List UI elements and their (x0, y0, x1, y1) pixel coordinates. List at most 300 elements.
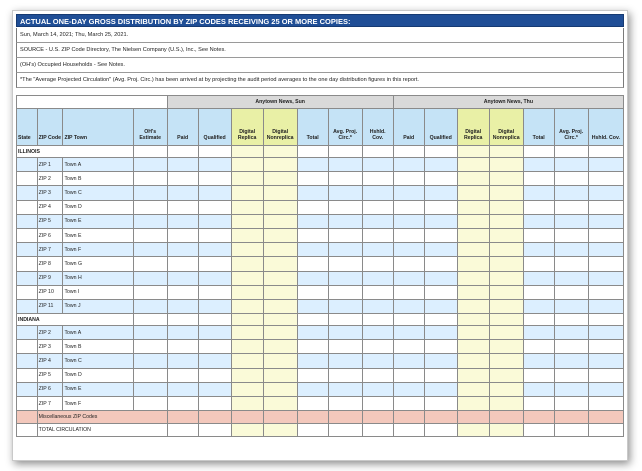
value-cell (588, 340, 623, 354)
column-header-sun-avg_proj: Avg. Proj. Circ.* (328, 109, 362, 146)
value-cell (167, 146, 198, 158)
value-cell (424, 368, 457, 382)
value-cell (393, 326, 424, 340)
value-cell (198, 146, 231, 158)
value-cell (393, 424, 424, 437)
value-cell (167, 411, 198, 424)
value-cell (489, 214, 523, 228)
report-sheet (12, 10, 628, 461)
value-cell (457, 411, 489, 424)
table-row (17, 271, 624, 285)
report-households-note: (OH's) Occupied Households - See Notes. (16, 58, 624, 73)
column-header-state: State (17, 109, 38, 146)
value-cell (457, 354, 489, 368)
column-header-thu-digital_replica: Digital Replica (457, 109, 489, 146)
oh-estimate-cell (133, 158, 167, 172)
zip-town-cell: Town J (63, 299, 133, 313)
value-cell (588, 186, 623, 200)
zip-code-cell: ZIP 8 (37, 257, 63, 271)
table-row (17, 397, 624, 411)
value-cell (198, 257, 231, 271)
value-cell (362, 172, 393, 186)
value-cell (167, 214, 198, 228)
value-cell (362, 285, 393, 299)
zip-town-cell: Town C (63, 354, 133, 368)
column-header-thu-total: Total (523, 109, 554, 146)
value-cell (167, 271, 198, 285)
value-cell (362, 299, 393, 313)
state-cell (17, 411, 38, 424)
value-cell (328, 368, 362, 382)
distribution-table (16, 95, 624, 437)
value-cell (198, 299, 231, 313)
value-cell (393, 397, 424, 411)
value-cell (231, 186, 263, 200)
value-cell (424, 186, 457, 200)
report-circulation-note: *The "Average Projected Circulation" (Avg. Proj. Circ.) has been arrived at by projecting the audit period averages to the one day distribution figures in this report. (16, 73, 624, 88)
value-cell (457, 228, 489, 242)
value-cell (588, 368, 623, 382)
value-cell (424, 424, 457, 437)
value-cell (588, 424, 623, 437)
oh-estimate-cell (133, 228, 167, 242)
zip-town-cell: Town E (63, 228, 133, 242)
value-cell (263, 200, 297, 214)
value-cell (198, 368, 231, 382)
value-cell (263, 299, 297, 313)
value-cell (297, 354, 328, 368)
value-cell (424, 257, 457, 271)
value-cell (231, 228, 263, 242)
value-cell (231, 397, 263, 411)
value-cell (328, 214, 362, 228)
value-cell (362, 200, 393, 214)
value-cell (424, 326, 457, 340)
column-header-thu-avg_proj: Avg. Proj. Circ.* (554, 109, 588, 146)
value-cell (297, 257, 328, 271)
table-row (17, 228, 624, 242)
value-cell (489, 314, 523, 326)
value-cell (588, 299, 623, 313)
value-cell (554, 186, 588, 200)
value-cell (424, 382, 457, 396)
value-cell (457, 271, 489, 285)
value-cell (167, 326, 198, 340)
value-cell (167, 228, 198, 242)
table-row (17, 368, 624, 382)
value-cell (362, 314, 393, 326)
value-cell (231, 200, 263, 214)
value-cell (263, 354, 297, 368)
column-header-thu-digital_nonreplica: Digital Nonreplica (489, 109, 523, 146)
value-cell (588, 243, 623, 257)
state-cell (17, 186, 38, 200)
value-cell (554, 271, 588, 285)
value-cell (167, 368, 198, 382)
value-cell (489, 271, 523, 285)
value-cell (393, 146, 424, 158)
value-cell (297, 172, 328, 186)
value-cell (393, 299, 424, 313)
value-cell (588, 271, 623, 285)
value-cell (424, 271, 457, 285)
value-cell (393, 382, 424, 396)
value-cell (457, 314, 489, 326)
value-cell (523, 326, 554, 340)
value-cell (297, 228, 328, 242)
zip-town-cell: Town G (63, 257, 133, 271)
table-row (17, 172, 624, 186)
value-cell (231, 299, 263, 313)
zip-code-cell: ZIP 9 (37, 271, 63, 285)
value-cell (489, 368, 523, 382)
value-cell (489, 172, 523, 186)
table-row (17, 299, 624, 313)
value-cell (489, 146, 523, 158)
value-cell (362, 186, 393, 200)
value-cell (393, 228, 424, 242)
value-cell (523, 243, 554, 257)
value-cell (362, 411, 393, 424)
value-cell (457, 424, 489, 437)
value-cell (198, 397, 231, 411)
value-cell (489, 200, 523, 214)
value-cell (328, 354, 362, 368)
value-cell (424, 243, 457, 257)
value-cell (523, 354, 554, 368)
value-cell (297, 158, 328, 172)
oh-estimate-cell (133, 214, 167, 228)
value-cell (297, 243, 328, 257)
value-cell (523, 146, 554, 158)
column-header-sun-total: Total (297, 109, 328, 146)
value-cell (457, 200, 489, 214)
value-cell (393, 354, 424, 368)
zip-town-cell: Town E (63, 382, 133, 396)
value-cell (554, 146, 588, 158)
value-cell (198, 243, 231, 257)
value-cell (198, 424, 231, 437)
value-cell (231, 424, 263, 437)
value-cell (198, 411, 231, 424)
value-cell (457, 257, 489, 271)
value-cell (231, 243, 263, 257)
value-cell (198, 200, 231, 214)
value-cell (489, 411, 523, 424)
state-cell (17, 299, 38, 313)
value-cell (457, 397, 489, 411)
value-cell (198, 285, 231, 299)
value-cell (523, 340, 554, 354)
value-cell (328, 158, 362, 172)
zip-code-cell: ZIP 7 (37, 243, 63, 257)
table-row (17, 354, 624, 368)
value-cell (489, 257, 523, 271)
oh-estimate-cell (133, 368, 167, 382)
value-cell (198, 158, 231, 172)
column-header-sun-digital_replica: Digital Replica (231, 109, 263, 146)
value-cell (231, 340, 263, 354)
state-cell (17, 368, 38, 382)
value-cell (231, 146, 263, 158)
value-cell (297, 314, 328, 326)
value-cell (393, 158, 424, 172)
value-cell (231, 285, 263, 299)
value-cell (457, 382, 489, 396)
value-cell (362, 340, 393, 354)
value-cell (588, 397, 623, 411)
value-cell (167, 200, 198, 214)
value-cell (523, 299, 554, 313)
value-cell (198, 186, 231, 200)
value-cell (489, 285, 523, 299)
value-cell (328, 382, 362, 396)
value-cell (393, 340, 424, 354)
report-title: ACTUAL ONE-DAY GROSS DISTRIBUTION BY ZIP CODES RECEIVING 25 OR MORE COPIES: (16, 14, 624, 27)
group-header-sun: Anytown News, Sun (167, 96, 393, 109)
value-cell (297, 285, 328, 299)
zip-code-cell: ZIP 4 (37, 200, 63, 214)
value-cell (263, 214, 297, 228)
report-dates: Sun, March 14, 2021; Thu, March 25, 2021. (16, 28, 624, 43)
value-cell (523, 214, 554, 228)
value-cell (362, 424, 393, 437)
zip-code-cell: ZIP 5 (37, 368, 63, 382)
zip-town-cell: Town I (63, 285, 133, 299)
value-cell (393, 271, 424, 285)
value-cell (424, 200, 457, 214)
value-cell (263, 368, 297, 382)
value-cell (424, 314, 457, 326)
zip-code-cell: ZIP 7 (37, 397, 63, 411)
value-cell (588, 214, 623, 228)
state-cell (17, 228, 38, 242)
zip-town-cell: Town B (63, 340, 133, 354)
value-cell (424, 172, 457, 186)
column-header-row (17, 109, 624, 146)
table-row (17, 186, 624, 200)
value-cell (588, 228, 623, 242)
value-cell (328, 200, 362, 214)
value-cell (424, 411, 457, 424)
value-cell (588, 382, 623, 396)
value-cell (328, 411, 362, 424)
column-header-thu-paid: Paid (393, 109, 424, 146)
value-cell (362, 228, 393, 242)
oh-estimate-cell (133, 340, 167, 354)
value-cell (554, 228, 588, 242)
oh-estimate-cell (133, 285, 167, 299)
value-cell (133, 314, 167, 326)
value-cell (231, 158, 263, 172)
oh-estimate-cell (133, 172, 167, 186)
value-cell (297, 214, 328, 228)
value-cell (393, 186, 424, 200)
column-header-sun-qualified: Qualified (198, 109, 231, 146)
value-cell (489, 243, 523, 257)
value-cell (167, 257, 198, 271)
value-cell (231, 411, 263, 424)
value-cell (328, 314, 362, 326)
value-cell (457, 146, 489, 158)
value-cell (523, 368, 554, 382)
state-row (17, 146, 624, 158)
value-cell (362, 382, 393, 396)
table-row (17, 382, 624, 396)
value-cell (489, 397, 523, 411)
value-cell (588, 411, 623, 424)
value-cell (198, 314, 231, 326)
value-cell (297, 200, 328, 214)
misc-zip-label: Miscellaneous ZIP Codes (37, 411, 167, 424)
oh-estimate-cell (133, 326, 167, 340)
zip-code-cell: ZIP 2 (37, 172, 63, 186)
value-cell (231, 172, 263, 186)
value-cell (554, 326, 588, 340)
value-cell (167, 243, 198, 257)
state-cell (17, 200, 38, 214)
value-cell (393, 243, 424, 257)
value-cell (167, 397, 198, 411)
value-cell (523, 228, 554, 242)
value-cell (198, 354, 231, 368)
value-cell (554, 314, 588, 326)
value-cell (554, 243, 588, 257)
value-cell (424, 146, 457, 158)
state-cell (17, 214, 38, 228)
value-cell (231, 314, 263, 326)
zip-town-cell: Town F (63, 243, 133, 257)
value-cell (198, 214, 231, 228)
value-cell (263, 411, 297, 424)
value-cell (362, 368, 393, 382)
value-cell (457, 186, 489, 200)
value-cell (554, 340, 588, 354)
value-cell (297, 299, 328, 313)
value-cell (457, 172, 489, 186)
value-cell (362, 397, 393, 411)
oh-estimate-cell (133, 186, 167, 200)
value-cell (263, 271, 297, 285)
value-cell (489, 186, 523, 200)
value-cell (328, 397, 362, 411)
column-header-sun-hshld: Hshld. Cov. (362, 109, 393, 146)
value-cell (167, 299, 198, 313)
zip-town-cell: Town C (63, 186, 133, 200)
value-cell (424, 397, 457, 411)
value-cell (263, 158, 297, 172)
value-cell (554, 368, 588, 382)
value-cell (198, 326, 231, 340)
oh-estimate-cell (133, 243, 167, 257)
zip-code-cell: ZIP 3 (37, 186, 63, 200)
value-cell (263, 424, 297, 437)
oh-estimate-cell (133, 354, 167, 368)
value-cell (523, 382, 554, 396)
state-cell (17, 271, 38, 285)
value-cell (588, 326, 623, 340)
zip-code-cell: ZIP 2 (37, 326, 63, 340)
value-cell (489, 158, 523, 172)
value-cell (263, 285, 297, 299)
value-cell (424, 285, 457, 299)
value-cell (198, 172, 231, 186)
value-cell (198, 382, 231, 396)
value-cell (554, 214, 588, 228)
value-cell (393, 200, 424, 214)
value-cell (554, 257, 588, 271)
value-cell (457, 243, 489, 257)
value-cell (198, 340, 231, 354)
column-header-sun-paid: Paid (167, 109, 198, 146)
value-cell (523, 314, 554, 326)
value-cell (297, 146, 328, 158)
value-cell (362, 243, 393, 257)
table-row (17, 243, 624, 257)
value-cell (554, 200, 588, 214)
table-row (17, 285, 624, 299)
value-cell (588, 146, 623, 158)
state-name: ILLINOIS (17, 146, 134, 158)
value-cell (231, 257, 263, 271)
value-cell (523, 257, 554, 271)
value-cell (424, 340, 457, 354)
value-cell (457, 368, 489, 382)
value-cell (263, 186, 297, 200)
value-cell (588, 257, 623, 271)
value-cell (328, 285, 362, 299)
zip-code-cell: ZIP 4 (37, 354, 63, 368)
value-cell (167, 340, 198, 354)
state-cell (17, 340, 38, 354)
group-header-blank (17, 96, 168, 109)
state-cell (17, 326, 38, 340)
value-cell (263, 326, 297, 340)
state-cell (17, 257, 38, 271)
value-cell (328, 243, 362, 257)
value-cell (328, 257, 362, 271)
value-cell (588, 158, 623, 172)
value-cell (424, 214, 457, 228)
value-cell (263, 146, 297, 158)
value-cell (424, 228, 457, 242)
value-cell (489, 354, 523, 368)
state-cell (17, 382, 38, 396)
value-cell (393, 257, 424, 271)
value-cell (263, 257, 297, 271)
value-cell (393, 411, 424, 424)
value-cell (393, 285, 424, 299)
value-cell (362, 158, 393, 172)
zip-town-cell: Town E (63, 214, 133, 228)
group-header-thu: Anytown News, Thu (393, 96, 623, 109)
value-cell (523, 172, 554, 186)
value-cell (167, 186, 198, 200)
value-cell (167, 158, 198, 172)
value-cell (328, 172, 362, 186)
state-cell (17, 397, 38, 411)
value-cell (263, 314, 297, 326)
value-cell (489, 424, 523, 437)
zip-town-cell: Town F (63, 397, 133, 411)
group-header-row (17, 96, 624, 109)
value-cell (362, 146, 393, 158)
value-cell (167, 285, 198, 299)
value-cell (489, 382, 523, 396)
state-name: INDIANA (17, 314, 134, 326)
value-cell (362, 257, 393, 271)
value-cell (523, 186, 554, 200)
